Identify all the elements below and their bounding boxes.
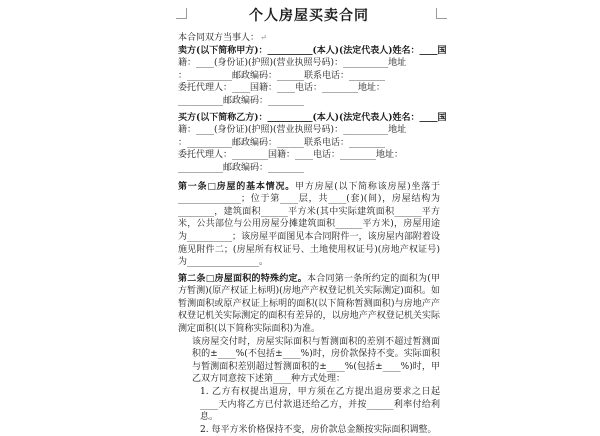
buyer-line-1: 买方(以下简称乙方)：__________(本人)(法定代表人)姓名：____国 — [178, 112, 447, 123]
article-2-text: 本合同第一条所约定的面积为(甲方暂测)(原产权证上标明)(房地产产权登记机关实际测定)面积。如暂测面积或原产权证上标明的面积(以下简称暂测面积)与房地产产权登记机关实际测定的面积有差异的，以房地产产权登记机关实际测定面积(以下简称实际面积)为准。 — [178, 273, 440, 335]
buyer-agent-line-1: 委托代理人：________国籍：____电话：________地址： — [178, 150, 404, 161]
seller-agent-line-2: __________邮政编码：________ — [178, 95, 305, 106]
buyer-line-2: 籍：____(身份证)(护照)(营业执照号码)：__________地址 — [178, 125, 407, 136]
parties-intro: 本合同双方当事人：↵ — [178, 33, 267, 43]
seller-agent-line-1: 委托代理人：____国籍：____电话：________地址： — [178, 83, 386, 94]
seller-line-3: ：__________邮政编码：______联系电话：________ — [178, 70, 386, 81]
seller-line-2: 籍：____(身份证)(护照)(营业执照号码)：__________地址 — [178, 58, 407, 69]
contract-title: 个人房屋买卖合同 — [249, 8, 369, 24]
buyer-agent-line-2: __________邮政编码：________ — [178, 162, 305, 173]
article-2-item-2: 2. 每平方米价格保持不变，房价款总金额按实际面积调整。 — [200, 424, 437, 435]
seller-line-1: 卖方(以下简称甲方)：__________(本人)(法定代表人)姓名：____国 — [178, 45, 447, 56]
article-2-item-1: 1. 乙方有权提出退房，甲方须在乙方提出退房要求之日起____天内将乙方已付款退还给乙方，并按______利率付给利息。 — [200, 387, 440, 423]
article-2-heading: 第二条□房屋面积的特殊约定。 — [178, 273, 307, 284]
article-1 — [178, 181, 440, 269]
article-1-heading: 第一条□房屋的基本情况。 — [178, 181, 296, 192]
article-2 — [178, 273, 440, 336]
article-2-paragraph-2: 该房屋交付时，房屋实际面积与暂测面积的差别不超过暂测面积的±____%(不包括±____%)时，房价款保持不变。实际面积与暂测面积差别超过暂测面积的±____%(包括±____%)时，甲乙双方同意按下述第____种方式处理： — [192, 336, 440, 385]
article-1-text: 甲方房屋(以下简称该房屋)坐落于______________；位于第____层，共____(套)(间)，房屋结构为________，建筑面积______平方米(其中实际建筑面积______平方米，公共部位与公用房屋分摊建筑面积______平方米)，房屋用途为__________；该房屋平面图见本合同附件一，该房屋内部附着设施见附件二；(房屋所有权证号、土地使用权证号)(房地产权证号)为________________。 — [178, 181, 440, 268]
buyer-line-3: ：__________邮政编码：______联系电话：________ — [178, 137, 386, 148]
contract-body — [178, 6, 447, 436]
